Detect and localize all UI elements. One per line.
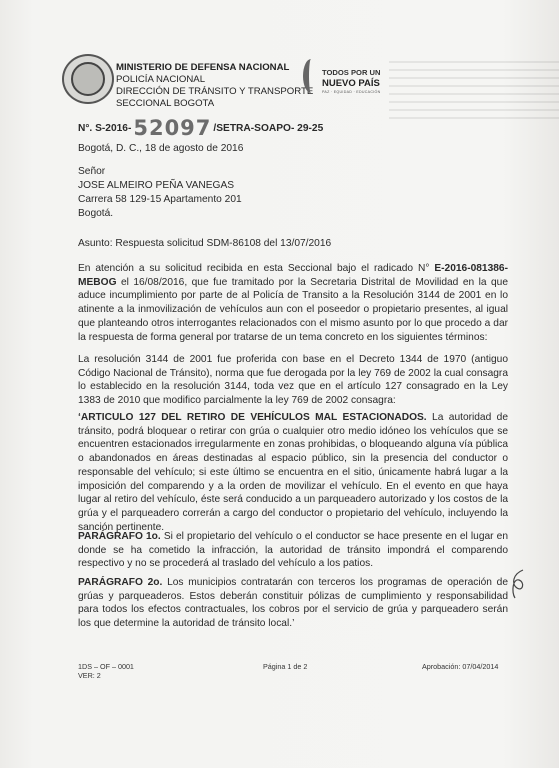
reference-prefix: N°. S-2016- (78, 122, 132, 134)
logo-text-main: NUEVO PAÍS (322, 78, 380, 89)
reference-suffix: /SETRA-SOAPO- 29-25 (213, 122, 324, 134)
recipient-name: JOSE ALMEIRO PEÑA VANEGAS (78, 180, 235, 191)
ministry-name: MINISTERIO DE DEFENSA NACIONAL (116, 62, 290, 73)
paragraph-2 (78, 576, 508, 631)
intro-text-end: el 16/08/2016, que fue tramitado por la Secretaria Distrital de Movilidad en la que aduce incumplimiento por parte de al Policía de Transito a la Resolución 3144 de 2001 en lo atinente a la inmovilización de vehículos aun con el poseedor o propietario presentes, al igual que planteando otros interrogantes relacionados con el mismo asunto por lo que procedo a dar la respuesta de forma general por tratarse de un tema concreto en los siguientes términos: (78, 276, 508, 343)
recipient-city: Bogotá. (78, 208, 114, 219)
article-127-quote (78, 411, 508, 534)
article-text: La autoridad de tránsito, podrá bloquear o retirar con grúa o cualquier otro medio idóneo los vehículos que se encuentren estacionados irregularmente en zonas prohibidas, o bloqueando alguna vía pública o abandonados en áreas destinadas al espacio público, sin la presencia del conductor o responsable del vehículo; si este último se encuentra en el sitio, únicamente habrá lugar a la imposición del comparendo y a la orden de movilizar el vehículo. En el evento en que haya lugar al retiro del vehículo, éste será conducido a un parqueadero autorizado y los costos de la grúa y el parqueadero correrán a cargo del conductor o propietario del vehículo, incluyendo la sanción pertinente. (78, 412, 508, 533)
date-line: Bogotá, D. C., 18 de agosto de 2016 (78, 143, 244, 154)
section-name: SECCIONAL BOGOTA (116, 98, 215, 109)
paragraph-resolution: La resolución 3144 de 2001 fue proferida con base en el Decreto 1344 de 1970 (antiguo Código Nacional de Tránsito), norma que fue derogada por la ley 769 de 2002 la cual consagra lo establecido en la resolución 3144, toda vez que en el artículo 127 consagrado en la Ley 1383 de 2010 que modifico parcialmente la ley 769 de 2002 consagra: (78, 354, 508, 407)
approval-date: Aprobación: 07/04/2014 (422, 662, 499, 671)
paragraph-1-title: PARÁGRAFO 1o. (78, 531, 161, 542)
logo-text-tagline: PAZ · EQUIDAD · EDUCACIÓN (322, 90, 381, 94)
reference-number (78, 116, 323, 140)
recipient-address: Carrera 58 129-15 Apartamento 201 (78, 194, 242, 205)
government-logo-icon (303, 59, 319, 93)
stamped-number: 52097 (133, 116, 212, 140)
page-number: Página 1 de 2 (263, 662, 308, 671)
subject-line: Asunto: Respuesta solicitud SDM-86108 del 13/07/2016 (78, 238, 332, 249)
intro-text-start: En atención a su solicitud recibida en esta Seccional bajo el radicado N° (78, 263, 435, 274)
document-version: VER: 2 (78, 671, 101, 680)
paragraph-1-text: Si el propietario del vehículo o el conductor se hace presente en el lugar en donde se ha cometido la infracción, la autoridad de tránsito impondrá el comparendo respectivo y no se procederá al traslado del vehículo a los patios. (78, 531, 508, 570)
direction-name: DIRECCIÓN DE TRÁNSITO Y TRANSPORTE (116, 86, 314, 97)
paragraph-1 (78, 530, 508, 571)
handwritten-initial-signature (509, 568, 527, 600)
paragraph-2-title: PARÁGRAFO 2o. (78, 577, 163, 588)
recipient-salutation: Señor (78, 166, 106, 177)
police-name: POLICÍA NACIONAL (116, 74, 206, 85)
coat-of-arms-seal (62, 54, 114, 104)
article-title: ‘ARTICULO 127 DEL RETIRO DE VEHÍCULOS MAL ESTACIONADOS. (78, 412, 427, 423)
bleed-through-text (389, 55, 559, 165)
radicado-number: E-2016-081386-MEBOG (78, 263, 508, 288)
paragraph-2-text: Los municipios contratarán con terceros los programas de operación de grúas y parqueaderos. Estos deberán constituir pólizas de cumplimiento y responsabilidad para todos los efectos contractuales, los cobros por el servicio de grúa y parqueadero serán los que determine la autoridad de tránsito local.’ (78, 577, 508, 630)
paragraph-intro (78, 262, 508, 344)
document-code: 1DS – OF – 0001 (78, 662, 134, 671)
logo-text-top: TODOS POR UN (322, 68, 381, 77)
